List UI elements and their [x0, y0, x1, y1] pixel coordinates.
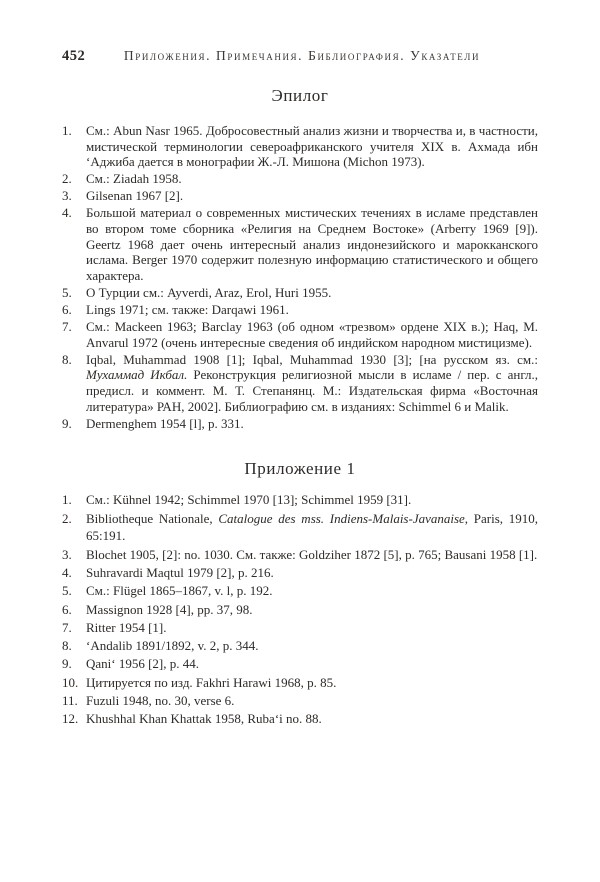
- note-item: [62, 171, 538, 187]
- note-number: 4.: [62, 564, 72, 580]
- note-number: 9.: [62, 415, 72, 431]
- note-text-italic-run: Мухаммад Икбал.: [86, 367, 188, 383]
- note-number: 8.: [62, 351, 72, 367]
- note-item: [62, 710, 538, 728]
- note-text-run: Lings 1971; см. также: Darqawi 1961.: [86, 302, 289, 318]
- note-text-run: Bibliotheque Nationale,: [86, 510, 219, 526]
- note-text: [86, 619, 538, 637]
- running-header: [62, 48, 538, 65]
- note-item: [62, 546, 538, 564]
- note-text: [86, 319, 538, 350]
- note-item: [62, 510, 538, 546]
- note-text: [86, 123, 538, 170]
- note-text-run: См.: Flügel 1865–1867, v. l, p. 192.: [86, 583, 273, 599]
- note-number: 11.: [62, 693, 78, 709]
- note-text: [86, 601, 538, 619]
- note-text-italic-run: Catalogue des mss. Indiens-Malais-Javanaise: [218, 510, 465, 526]
- section-epilog: [62, 86, 538, 431]
- note-text: [86, 352, 538, 414]
- note-text: [86, 205, 538, 283]
- note-text: [86, 171, 538, 187]
- note-item: [62, 619, 538, 637]
- note-text: [86, 637, 538, 655]
- note-text-run: Qani‘ 1956 [2], p. 44.: [86, 656, 200, 672]
- note-item: [62, 582, 538, 600]
- note-number: 5.: [62, 284, 72, 300]
- note-item: [62, 491, 538, 509]
- note-text-run: , Paris, 1910, 65:191.: [86, 510, 538, 544]
- section-title-appendix-1: Приложение 1: [244, 459, 356, 479]
- note-item: [62, 123, 538, 170]
- note-text-run: Реконструкция религиозной мысли в исламе / пер. с англ., предисл. и коммент. М. Т. Степанянц. М.: Издательская фирма «Восточная литература» РАН, 2002]. Библиографию см. в изданиях: Schimmel 6 и Malik.: [86, 367, 538, 414]
- note-text: [86, 546, 538, 564]
- note-text-run: См.: Abun Nasr 1965. Добросовестный анализ жизни и творчества и, в частности, мистической терминологии североафриканского учителя XIX в. Ахмада ибн ‘Аджиба дается в монографии Ж.-Л. Мишона (Michon 1973).: [86, 123, 538, 170]
- note-number: 5.: [62, 583, 72, 599]
- note-text-run: См.: Mackeen 1963; Barclay 1963 (об одном «трезвом» ордене XIX в.); Haq, M. Anvarul 1972 (очень интересные сведения об индийском народном мистицизме).: [86, 319, 538, 350]
- note-text-run: Большой материал о современных мистических течениях в исламе представлен во втором томе сборника «Религия на Среднем Востоке» (Arberry 1969 [9]). Geertz 1968 дает очень интересный анализ индонезийского и марокканского ислама. Berger 1970 содержит полезную информацию статистического и общего характера.: [86, 205, 538, 283]
- note-number: 7.: [62, 319, 72, 335]
- page-number: 452: [62, 48, 86, 64]
- note-number: 2.: [62, 171, 72, 187]
- note-item: [62, 205, 538, 283]
- note-text: [86, 285, 538, 301]
- note-number: 6.: [62, 302, 72, 318]
- note-text-run: ‘Andalib 1891/1892, v. 2, p. 344.: [86, 638, 259, 654]
- note-item: [62, 302, 538, 318]
- note-number: 1.: [62, 123, 72, 138]
- note-text-run: Massignon 1928 [4], pp. 37, 98.: [86, 601, 253, 617]
- note-item: [62, 319, 538, 350]
- note-list-appendix-1: [62, 491, 538, 728]
- note-text: [86, 510, 538, 546]
- note-text-run: Цитируется по изд. Fakhri Harawi 1968, p. 85.: [86, 674, 337, 690]
- running-title: Приложения. Примечания. Библиография. Указатели: [123, 48, 481, 63]
- note-item: [62, 674, 538, 692]
- note-number: 2.: [62, 510, 72, 526]
- note-text: [86, 491, 538, 509]
- note-number: 12.: [62, 711, 79, 727]
- note-item: [62, 655, 538, 673]
- note-item: [62, 564, 538, 582]
- note-text-run: См.: Kühnel 1942; Schimmel 1970 [13]; Schimmel 1959 [31].: [86, 492, 412, 508]
- note-item: [62, 692, 538, 710]
- note-text-run: Ritter 1954 [1].: [86, 619, 167, 635]
- note-text-run: Gilsenan 1967 [2].: [86, 188, 184, 204]
- note-text: [86, 188, 538, 204]
- note-text: [86, 674, 538, 692]
- note-text-run: Suhravardi Maqtul 1979 [2], p. 216.: [86, 564, 274, 580]
- note-text: [86, 582, 538, 600]
- note-number: 10.: [62, 674, 79, 690]
- note-number: 3.: [62, 546, 72, 562]
- note-text: [86, 655, 538, 673]
- section-appendix-1: [62, 459, 538, 728]
- note-text: [86, 416, 538, 432]
- note-number: 4.: [62, 205, 72, 221]
- note-item: [62, 601, 538, 619]
- note-text: [86, 692, 538, 710]
- note-item: [62, 637, 538, 655]
- note-text-run: См.: Ziadah 1958.: [86, 171, 182, 187]
- note-item: [62, 285, 538, 301]
- note-number: 3.: [62, 188, 72, 204]
- note-text-run: Khushhal Khan Khattak 1958, Ruba‘i no. 88.: [86, 711, 322, 727]
- note-text-run: Blochet 1905, [2]: no. 1030. См. также: Goldziher 1872 [5], p. 765; Bausani 1958 [1].: [86, 546, 538, 562]
- note-list-epilog: [62, 123, 538, 431]
- note-item: [62, 352, 538, 414]
- note-text: [86, 564, 538, 582]
- note-number: 8.: [62, 638, 72, 654]
- note-text-run: Iqbal, Muhammad 1908 [1]; Iqbal, Muhammad 1930 [3]; [на русском яз. см.:: [86, 351, 538, 367]
- section-title-epilog: Эпилог: [271, 86, 329, 105]
- note-number: 6.: [62, 601, 72, 617]
- note-number: 7.: [62, 619, 72, 635]
- note-text: [86, 302, 538, 318]
- note-text-run: Fuzuli 1948, no. 30, verse 6.: [86, 693, 235, 709]
- note-number: 1.: [62, 492, 72, 508]
- note-text-run: Dermenghem 1954 [l], p. 331.: [86, 415, 244, 431]
- note-number: 9.: [62, 656, 72, 672]
- note-text: [86, 710, 538, 728]
- note-text-run: О Турции см.: Ayverdi, Araz, Erol, Huri 1955.: [86, 284, 332, 300]
- note-item: [62, 416, 538, 432]
- note-item: [62, 188, 538, 204]
- page-text-block: [62, 86, 538, 729]
